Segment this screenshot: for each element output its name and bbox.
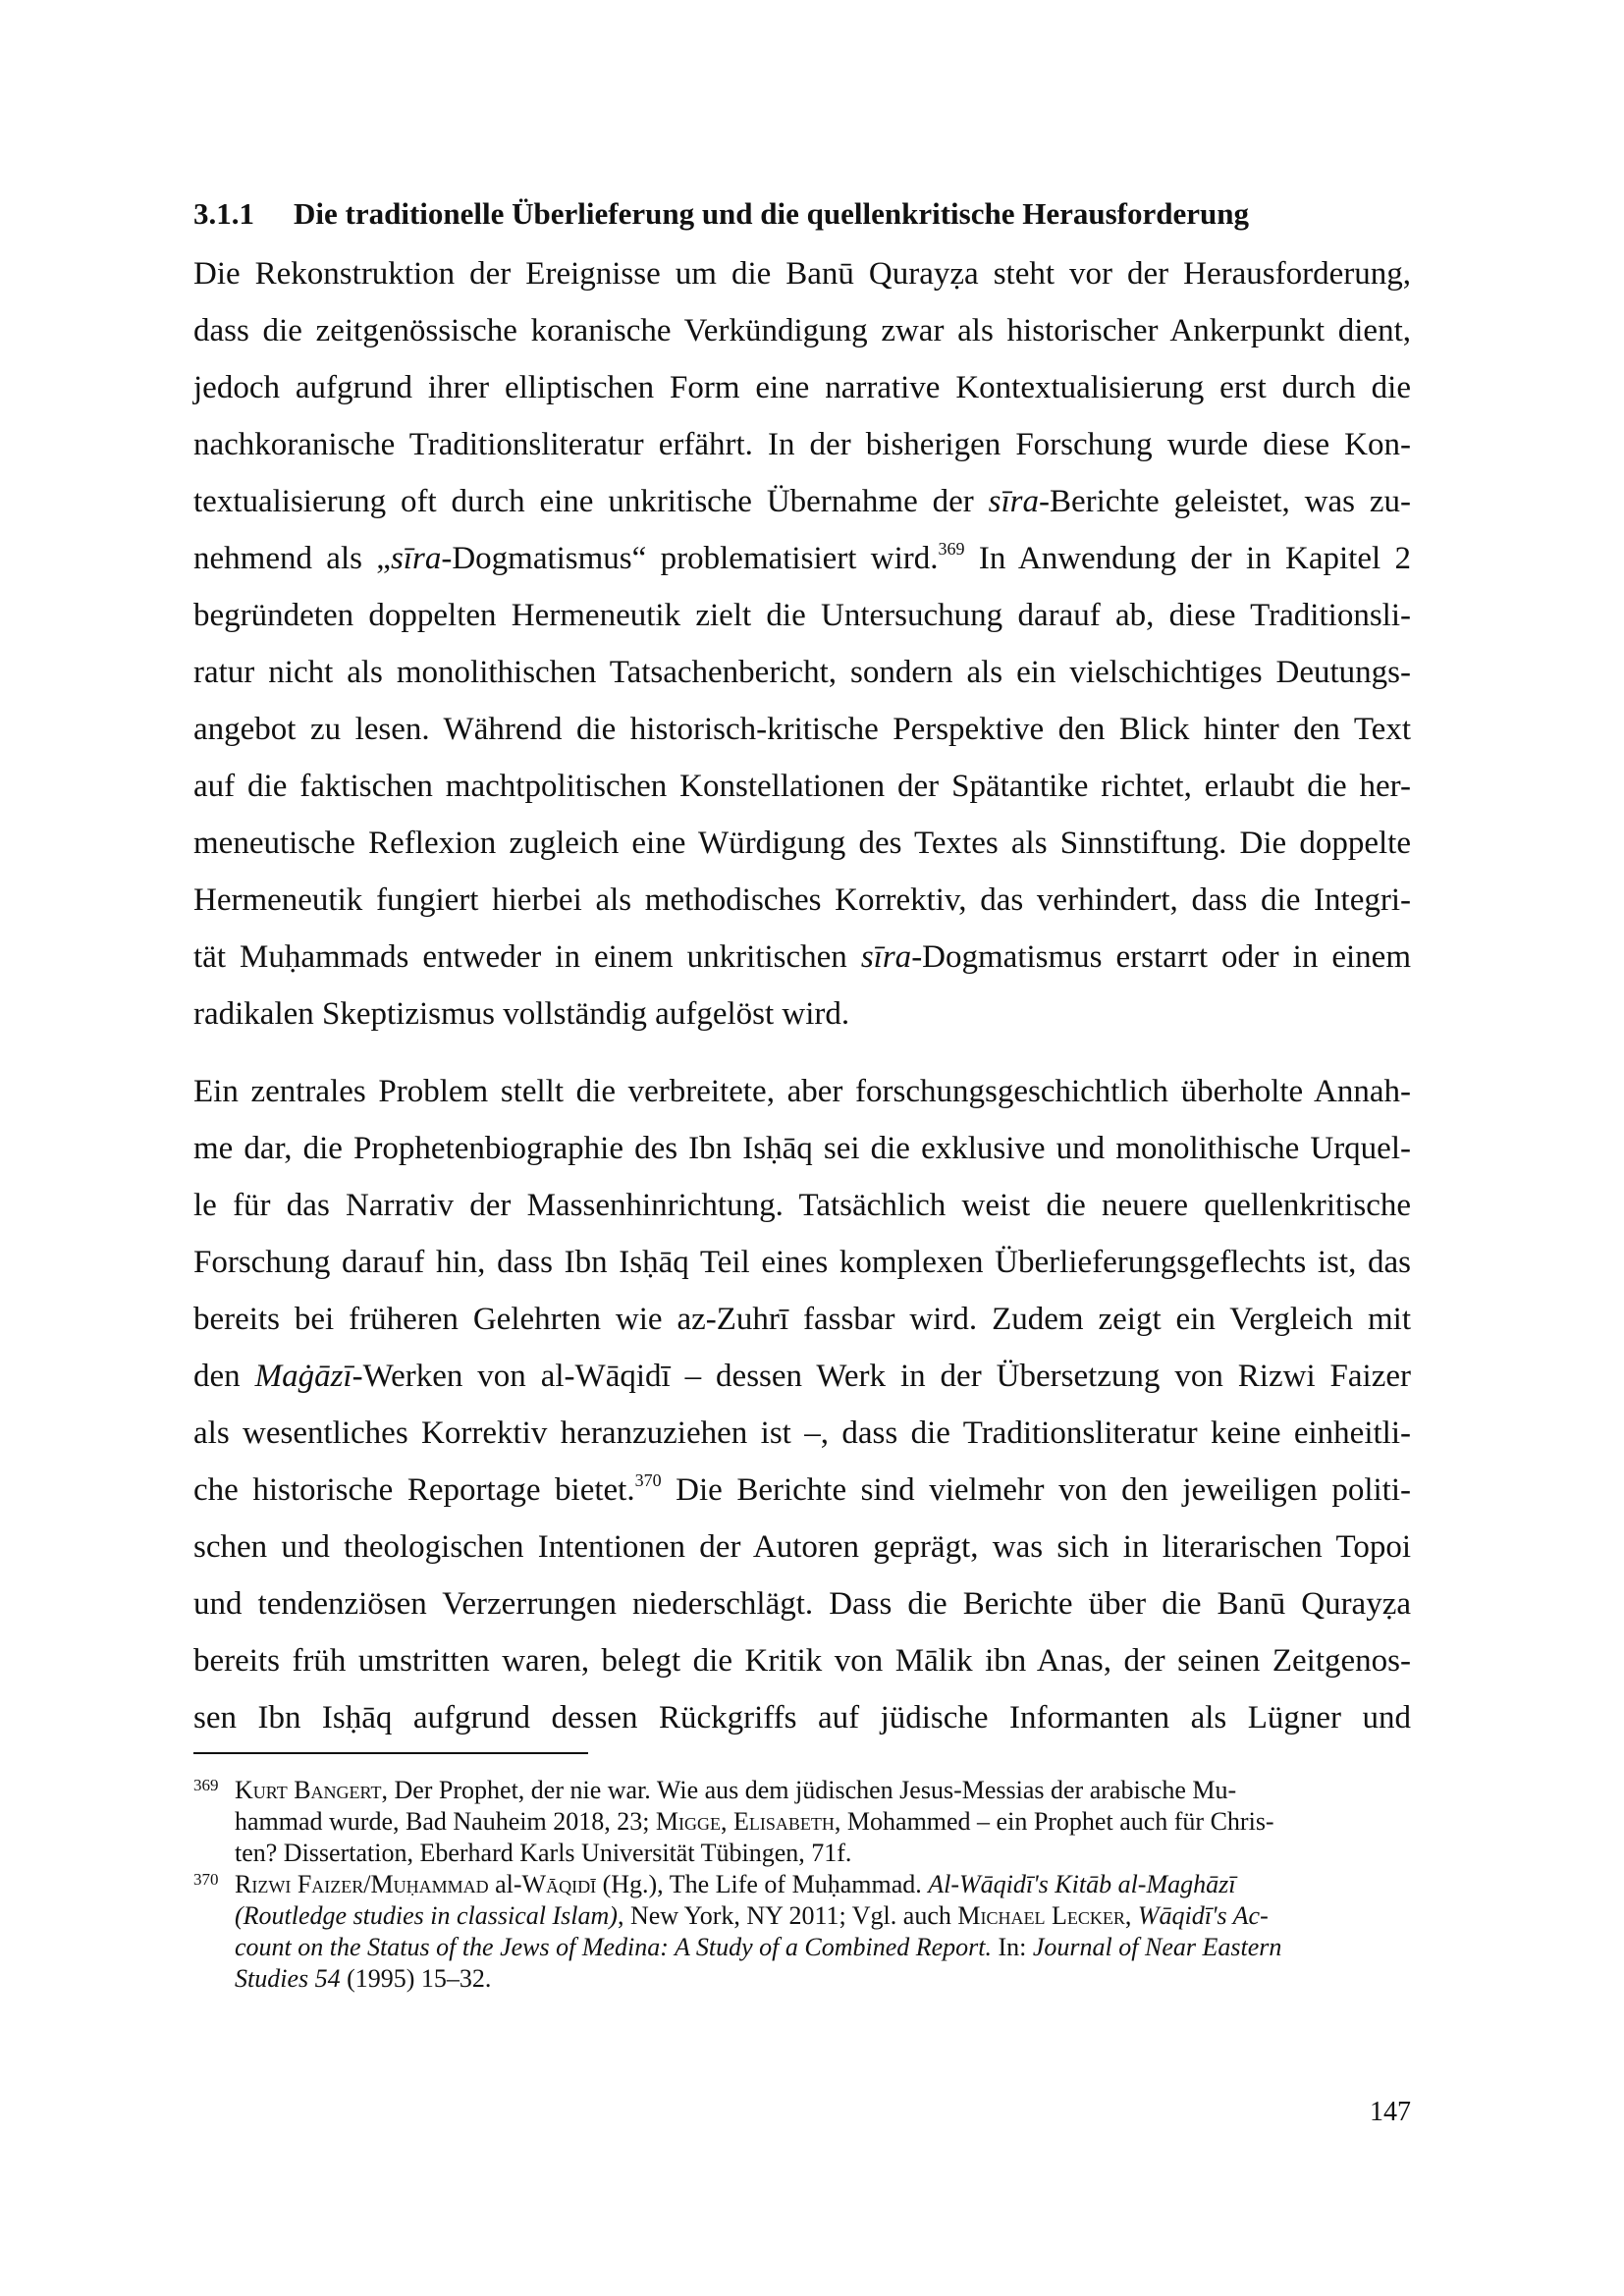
footnote-ref-369[interactable]: 369 [938,539,965,559]
text-line: begründeten doppelten Hermeneutik zielt die Untersuchung darauf ab, diese Traditionsli- [193,598,1411,633]
footnotes [193,1775,1372,1995]
page-number: 147 [1370,2097,1411,2127]
text-line: che historische Reportage bietet.$^{370}$ Die Berichte sind vielmehr von den jeweiligen politi- [193,1470,1411,1508]
text-line: dass die zeitgenössische koranische Verkündigung zwar als historischer Ankerpunkt dient, [193,313,1411,348]
text-line: nehmend als „sīra-Dogmatismus“ problematisiert wird.$^{369}$ In Anwendung der in Kapitel 2 [193,539,1411,576]
text-line: Hermeneutik fungiert hierbei als methodisches Korrektiv, das verhindert, dass die Integri- [193,882,1411,918]
text-line: radikalen Skeptizismus vollständig aufgelöst wird. [193,996,850,1032]
text-line: den Maġāzī-Werken von al-Wāqidī – dessen Werk in der Übersetzung von Rizwi Faizer [193,1359,1411,1394]
paragraph-1 [193,245,1411,1042]
footnote-line: (Routledge studies in classical Islam), New York, NY 2011; Vgl. auch Michael Lecker, Wāqidī's Ac- [235,1901,1269,1930]
footnote-line: 370 Rizwi Faizer/Muḥammad al-Wāqidī (Hg.), The Life of Muḥammad. Al-Wāqidī's Kitāb al-Maghāzī [193,1870,1236,1898]
footnote-ref-370[interactable]: 370 [634,1470,662,1490]
text-line: als wesentliches Korrektiv heranzuziehen ist –, dass die Traditionsliteratur keine einheitli- [193,1415,1411,1451]
section-number: 3.1.1 [193,196,254,231]
text-line: Ein zentrales Problem stellt die verbreitete, aber forschungsgeschichtlich überholte Annah- [193,1074,1411,1109]
text-line: ratur nicht als monolithischen Tatsachenbericht, sondern als ein vielschichtiges Deutungs- [193,655,1411,690]
text-line: me dar, die Prophetenbiographie des Ibn Isḥāq sei die exklusive und monolithische Urquel- [193,1131,1411,1166]
text-line: le für das Narrativ der Massenhinrichtung. Tatsächlich weist die neuere quellenkritische [193,1188,1411,1223]
text-line: textualisierung oft durch eine unkritische Übernahme der sīra-Berichte geleistet, was zu- [193,484,1411,519]
text-line: meneutische Reflexion zugleich eine Würdigung des Textes als Sinnstiftung. Die doppelte [193,826,1411,861]
text-line: angebot zu lesen. Während die historisch-kritische Perspektive den Blick hinter den Text [193,712,1411,747]
footnote-line: hammad wurde, Bad Nauheim 2018, 23; Migge, Elisabeth, Mohammed – ein Prophet auch für Chris- [235,1807,1274,1836]
text-line: bereits bei früheren Gelehrten wie az-Zuhrī fassbar wird. Zudem zeigt ein Vergleich mit [193,1302,1411,1337]
text-line: sen Ibn Isḥāq aufgrund dessen Rückgriffs auf jüdische Informanten als Lügner und [193,1700,1411,1735]
text-line: bereits früh umstritten waren, belegt die Kritik von Mālik ibn Anas, der seinen Zeitgenos- [193,1643,1411,1679]
text-line: Die Rekonstruktion der Ereignisse um die Banū Qurayẓa steht vor der Herausforderung, [193,256,1411,292]
footnote-370 [193,1869,1372,1995]
paragraph-2 [193,1063,1411,1746]
text-line: und tendenziösen Verzerrungen niederschlägt. Dass die Berichte über die Banū Qurayẓa [193,1586,1411,1622]
footnote-line: 369 Kurt Bangert, Der Prophet, der nie war. Wie aus dem jüdischen Jesus-Messias der arabische Mu- [193,1776,1237,1804]
text-line: nachkoranische Traditionsliteratur erfährt. In der bisherigen Forschung wurde diese Kon- [193,427,1411,462]
footnote-369 [193,1775,1372,1869]
section-heading [193,192,1411,236]
text-line: schen und theologischen Intentionen der Autoren geprägt, was sich in literarischen Topoi [193,1529,1411,1565]
footnote-line: ten? Dissertation, Eberhard Karls Universität Tübingen, 71f. [235,1839,852,1867]
text-line: tät Muḥammads entweder in einem unkritischen sīra-Dogmatismus erstarrt oder in einem [193,939,1411,975]
text-line: auf die faktischen machtpolitischen Konstellationen der Spätantike richtet, erlaubt die her- [193,769,1411,804]
section-title: Die traditionelle Überlieferung und die quellenkritische Herausforderung [294,196,1250,231]
footnote-separator [193,1752,588,1754]
text-line: Forschung darauf hin, dass Ibn Isḥāq Teil eines komplexen Überlieferungsgeflechts ist, das [193,1245,1411,1280]
footnote-line: Studies 54 (1995) 15–32. [235,1964,492,1993]
footnote-line: count on the Status of the Jews of Medina: A Study of a Combined Report. In: Journal of Near Eastern [235,1933,1282,1961]
text-line: jedoch aufgrund ihrer elliptischen Form eine narrative Kontextualisierung erst durch die [193,370,1411,405]
